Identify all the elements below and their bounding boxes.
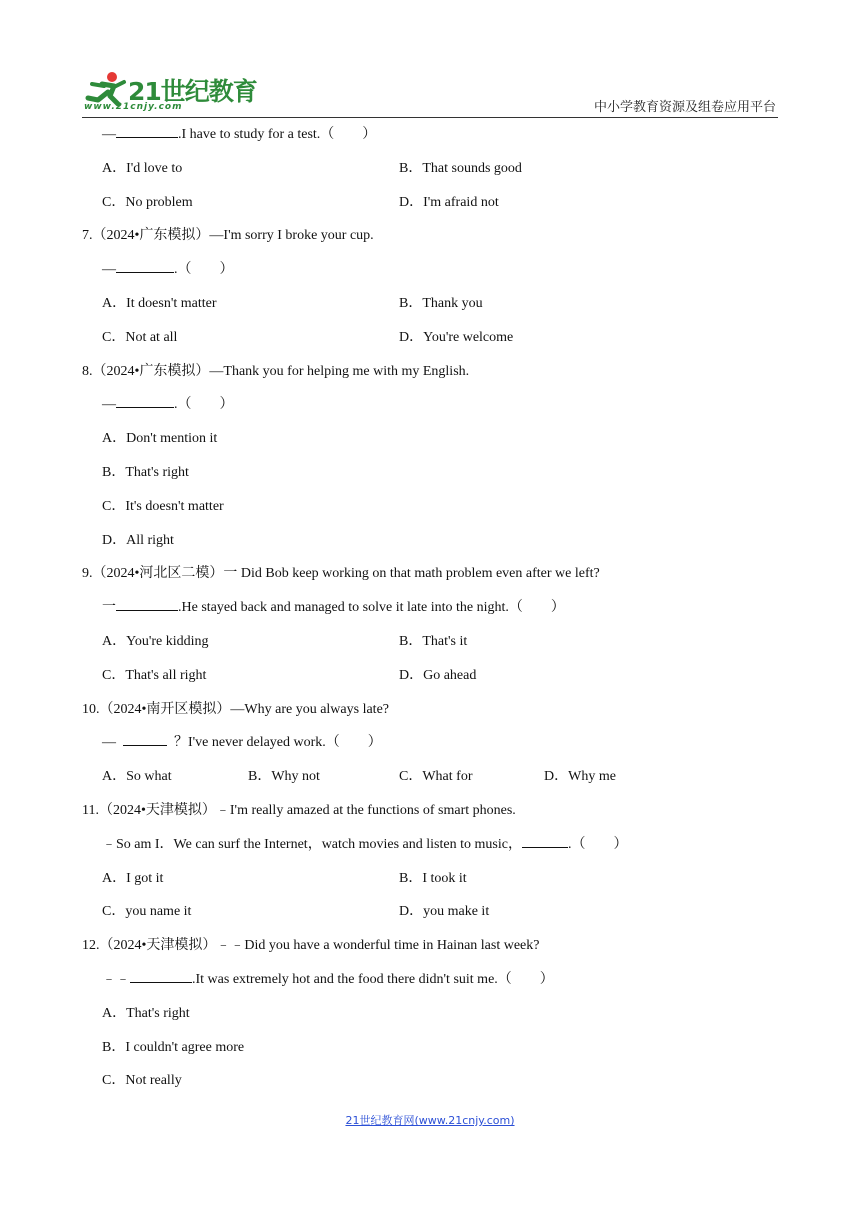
platform-title: 中小学教育资源及组卷应用平台 xyxy=(593,100,776,115)
option: B．That's right xyxy=(102,464,189,480)
q10-stem: 10.（2024•南开区模拟）—Why are you always late? xyxy=(82,701,390,717)
option: D．You're welcome xyxy=(399,329,514,345)
q7-options-row-2 xyxy=(82,321,782,355)
option: B．Thank you xyxy=(399,295,483,311)
q10-answer-line: — ？I've never delayed work.（ ） xyxy=(102,735,382,751)
answer-blank xyxy=(116,610,178,611)
q7-answer-line: — .（ ） xyxy=(102,262,234,278)
q9-options-row-1 xyxy=(82,625,782,659)
q7-options-row-1 xyxy=(82,287,782,321)
option: D．Why me xyxy=(544,769,616,785)
answer-blank xyxy=(116,272,174,273)
q11-options-row-2 xyxy=(82,895,782,929)
answer-blank xyxy=(116,407,174,408)
brand-url: www.21cnjy.com xyxy=(84,102,183,112)
q11-stem: 11.（2024•天津模拟）﹣I'm really amazed at the functions of smart phones. xyxy=(82,802,516,818)
footer-link[interactable]: 21世纪教育网(www.21cnjy.com) xyxy=(345,1114,515,1127)
q8-answer-line: — .（ ） xyxy=(102,397,234,413)
q12-stem: 12.（2024•天津模拟）﹣﹣Did you have a wonderful time in Hainan last week? xyxy=(82,938,540,954)
option: C．No problem xyxy=(102,194,193,210)
option: A．I'd love to xyxy=(102,160,183,176)
option: A．I got it xyxy=(102,870,164,886)
q6-options-row-1 xyxy=(82,152,782,186)
option: A．That's right xyxy=(102,1005,190,1021)
q9-options-row-2 xyxy=(82,659,782,693)
q6-options-row-2 xyxy=(82,186,782,220)
option: A．So what xyxy=(102,769,172,785)
q9-stem: 9.（2024•河北区二模）一 Did Bob keep working on that math problem even after we left? xyxy=(82,566,600,582)
option: B．That sounds good xyxy=(399,160,522,176)
brand-name: 21世纪教育 xyxy=(128,77,257,106)
q9-answer-line: 一 .He stayed back and managed to solve it late into the night.（ ） xyxy=(102,600,565,616)
option: C．Not at all xyxy=(102,329,178,345)
option: D．you make it xyxy=(399,904,490,920)
option: A．It doesn't matter xyxy=(102,295,217,311)
option: B．I took it xyxy=(399,870,467,886)
q6-answer-line: — .I have to study for a test.（ ） xyxy=(102,127,377,142)
option: A．You're kidding xyxy=(102,633,209,649)
option: D．All right xyxy=(102,532,174,548)
q7-stem: 7.（2024•广东模拟）—I'm sorry I broke your cup. xyxy=(82,228,374,244)
answer-blank xyxy=(522,847,568,848)
option: C．That's all right xyxy=(102,667,207,683)
option: C．Not really xyxy=(102,1073,182,1089)
option: C．you name it xyxy=(102,904,192,920)
logo xyxy=(82,68,257,116)
option: C．What for xyxy=(399,769,473,785)
option: B．Why not xyxy=(248,769,320,785)
option: D．I'm afraid not xyxy=(399,194,499,210)
page-footer xyxy=(0,1112,860,1128)
q10-options-row xyxy=(82,760,782,794)
option: D．Go ahead xyxy=(399,667,477,683)
option: A．Don't mention it xyxy=(102,431,218,447)
page-header xyxy=(82,66,778,118)
question-list xyxy=(82,118,782,1098)
option: B．That's it xyxy=(399,633,468,649)
q11-answer-line: ﹣So am I．We can surf the Internet，watch movies and listen to music， .（ ） xyxy=(102,836,628,852)
q11-options-row-1 xyxy=(82,862,782,896)
answer-blank xyxy=(116,137,178,138)
option: B．I couldn't agree more xyxy=(102,1039,245,1055)
q12-answer-line: ﹣﹣ .It was extremely hot and the food there didn't suit me.（ ） xyxy=(102,971,554,987)
option: C．It's doesn't matter xyxy=(102,498,224,514)
answer-blank xyxy=(123,745,167,746)
answer-blank xyxy=(130,982,192,983)
q8-stem: 8.（2024•广东模拟）—Thank you for helping me with my English. xyxy=(82,363,470,379)
